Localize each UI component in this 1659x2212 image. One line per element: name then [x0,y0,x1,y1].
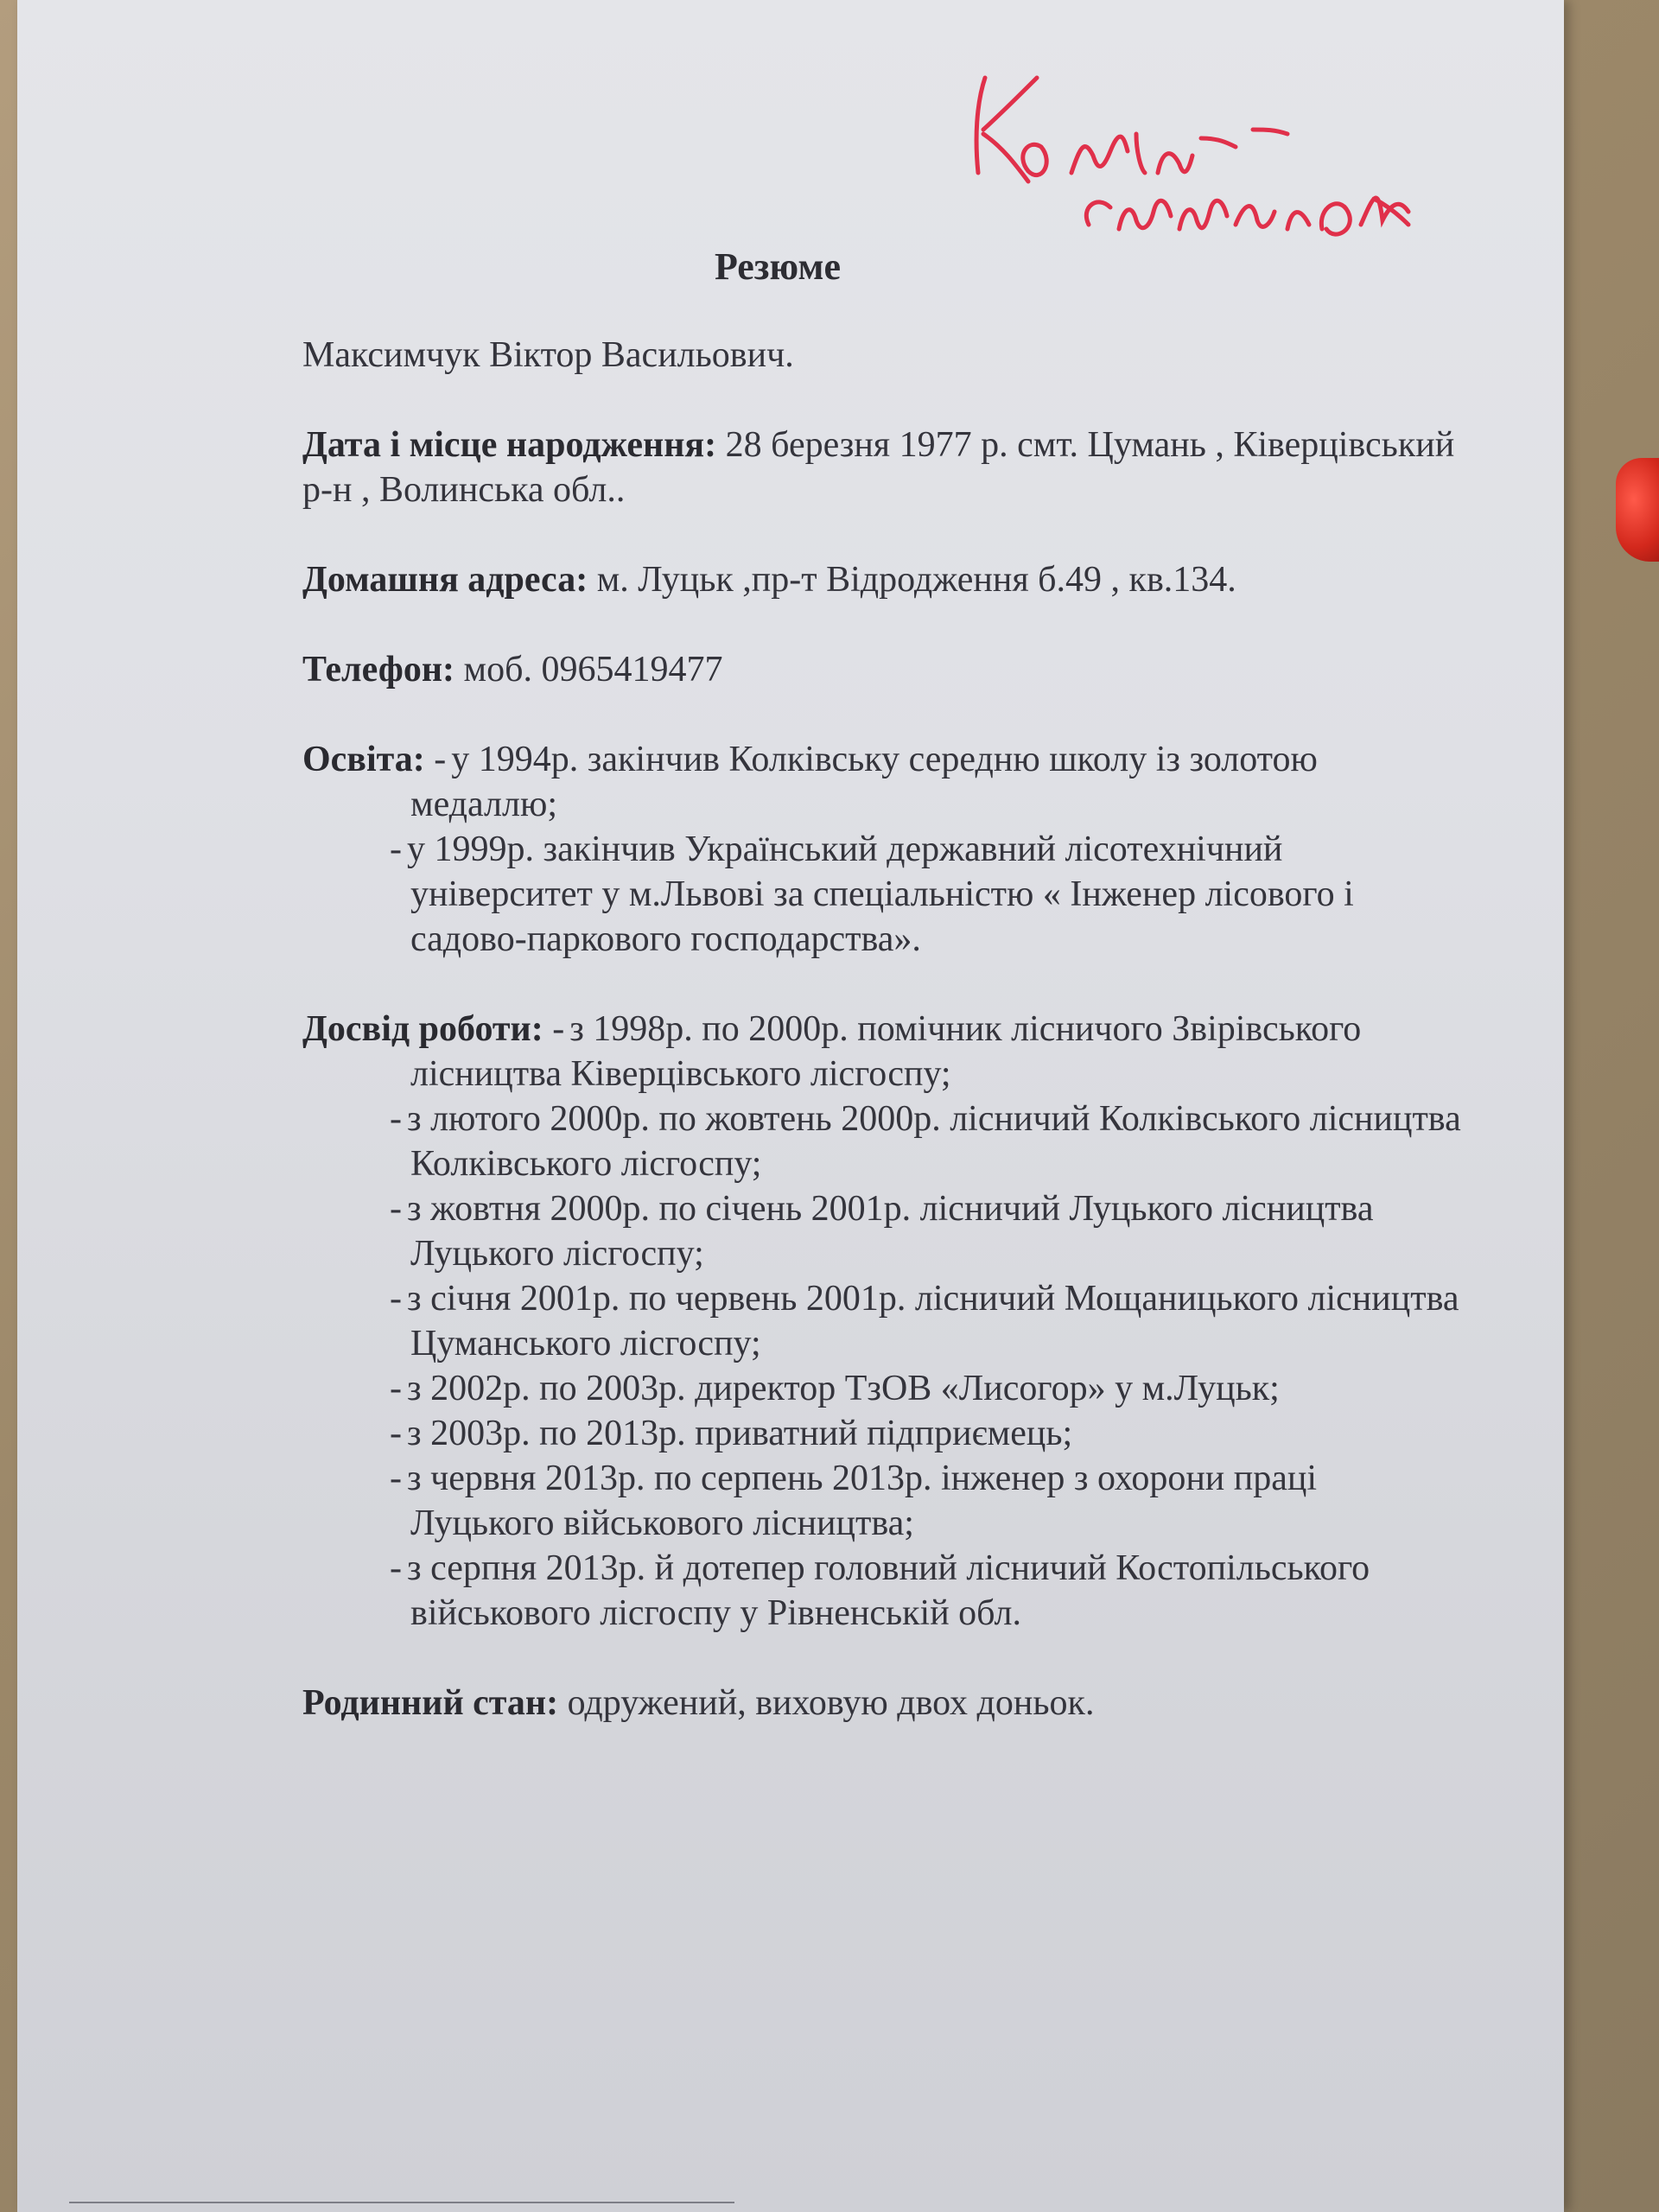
list-item: - у 1999р. закінчив Український державний лісотехнічний університет у м.Львові за спеціальністю « Інженер лісового і садово-паркового господарства». [390,830,1354,959]
experience-item: з червня 2013р. по серпень 2013р. інженер з охорони праці Луцького військового лісництва; [407,1459,1318,1543]
list-item: - з червня 2013р. по серпень 2013р. інженер з охорони праці Луцького військового лісництва; [390,1459,1318,1543]
list-item: - з січня 2001р. по червень 2001р. лісничий Мощаницького лісництва Цуманського лісгоспу; [390,1279,1459,1363]
divider [69,2202,734,2203]
education-list [302,737,1469,962]
education-item: у 1994р. закінчив Колківську середню школу із золотою медаллю; [410,740,1318,824]
list-item: - з серпня 2013р. й дотепер головний лісничий Костопільського військового лісгоспу у Рівненській обл. [390,1548,1370,1633]
handwritten-note [968,52,1452,242]
birth-label: Дата і місце народження: [302,425,717,465]
red-pen [1616,458,1659,562]
birth-value: 28 березня 1977 р. смт. Цумань , Ківерцівський р-н , Волинська обл.. [302,425,1455,510]
family-value: одружений, виховую двох доньок. [558,1683,1095,1723]
experience-item: з січня 2001р. по червень 2001р. лісничий Мощаницького лісництва Цуманського лісгоспу; [407,1279,1459,1363]
list-item: Освіта: - у 1994р. закінчив Колківську середню школу із золотою медаллю; [302,740,1318,824]
family-label: Родинний стан: [302,1683,559,1723]
experience-list [302,1007,1469,1636]
family-field [302,1681,1469,1726]
list-item: Досвід роботи: - з 1998р. по 2000р. помічник лісничого Звірівського лісництва Ківерцівського лісгоспу; [302,1009,1362,1094]
experience-item: з серпня 2013р. й дотепер головний лісничий Костопільського військового лісгоспу у Рівненській обл. [407,1548,1370,1633]
experience-item: з 2002р. по 2003р. директор ТзОВ «Лисогор» у м.Луцьк; [407,1369,1280,1408]
education-item: у 1999р. закінчив Український державний лісотехнічний університет у м.Львові за спеціальністю « Інженер лісового і садово-паркового господарства». [407,830,1354,959]
experience-item: з лютого 2000р. по жовтень 2000р. лісничий Колківського лісництва Колківського лісгоспу; [407,1099,1461,1184]
experience-item: з 1998р. по 2000р. помічник лісничого Звірівського лісництва Ківерцівського лісгоспу; [410,1009,1362,1094]
birth-field [302,423,1469,512]
list-item: - з 2003р. по 2013р. приватний підприємець; [390,1414,1073,1453]
education-label: Освіта: [302,740,425,779]
experience-field [302,1007,1469,1636]
experience-item: з 2003р. по 2013р. приватний підприємець; [407,1414,1073,1453]
phone-value: моб. 0965419477 [454,650,723,690]
phone-label: Телефон: [302,650,455,690]
handwritten-note-drawing [968,52,1452,242]
education-field [302,737,1469,962]
address-value: м. Луцьк ,пр-т Відродження б.49 , кв.134. [588,560,1236,600]
experience-label: Досвід роботи: [302,1009,543,1049]
address-field [302,557,1469,602]
document-title: Резюме [714,245,842,288]
list-item: - з лютого 2000р. по жовтень 2000р. лісничий Колківського лісництва Колківського лісгоспу; [390,1099,1461,1184]
address-label: Домашня адреса: [302,560,588,600]
phone-field [302,647,1469,692]
experience-item: з жовтня 2000р. по січень 2001р. лісничий Луцького лісництва Луцького лісгоспу; [407,1189,1374,1274]
full-name: Максимчук Віктор Васильович. [302,335,794,375]
list-item: - з 2002р. по 2003р. директор ТзОВ «Лисогор» у м.Луцьк; [390,1369,1280,1408]
list-item: - з жовтня 2000р. по січень 2001р. лісничий Луцького лісництва Луцького лісгоспу; [390,1189,1374,1274]
resume-content [302,333,1469,1770]
resume-paper [17,0,1564,2212]
